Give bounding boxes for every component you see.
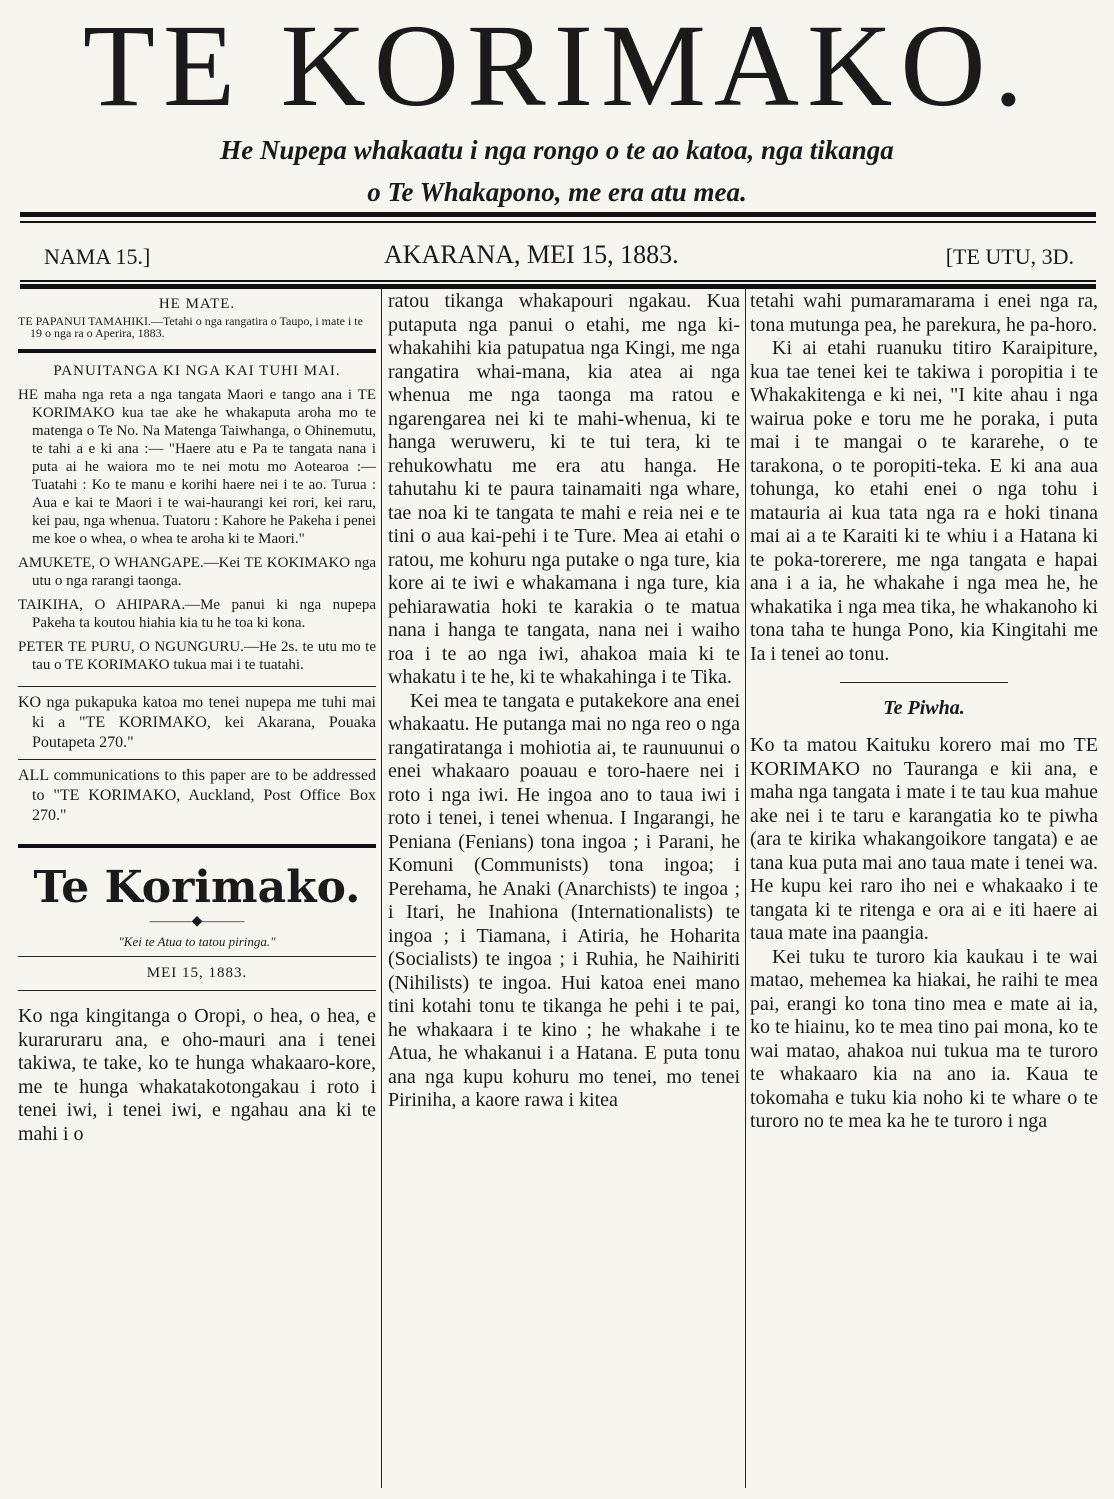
notice-item: AMUKETE, O WHANGAPE.—Kei TE KOKIMAKO nga utu o nga rarangi taonga. xyxy=(18,555,376,589)
newspaper-title: TE KORIMAKO. xyxy=(82,0,1032,131)
masthead xyxy=(0,0,1114,210)
place-date: AKARANA, MEI 15, 1883. xyxy=(384,240,679,269)
dateline-rule-thin xyxy=(20,280,1096,282)
dateline xyxy=(44,240,1074,274)
notice-heading: PANUITANGA KI NGA KAI TUHI MAI. xyxy=(53,363,341,379)
notice-item: PETER TE PURU, O NGUNGURU.—He 2s. te utu mo te tau o TE KORIMAKO tukua mai i te tuatahi. xyxy=(18,639,376,673)
article-paragraph: Ki ai etahi ruanuku titiro Karaipiture, kua tae tenei kei te takiwa i poropitia i te Whakakitenga e ki nei, "I kite ahau i nga wairua poke e toru me he poraka, i puta mai i te mangai o te kararehe, o te tarakona, o te poropiti-teka. E ki ana aua tohunga, ko etahi enei o nga tohu i matauria ai kua tata nga ra e hoki tinana mai ai a te Karaiti ki te whiu i a Hatana ki te poka-torerere, me nga tangata e hapai ana i a ia, he whakahe i nga mea he, he whakatika i nga mea tika, he whakanoho ki tona taha te hunga Pono, kia Kingitahi me Ia i tenei ao tonu. xyxy=(750,337,1098,665)
notice-item: HE maha nga reta a nga tangata Maori e tango ana i TE KORIMAKO kua tae ake he whakaputa aroha mo te matenga o Te No. Na Matenga Taiwhanga, o Ohinemutu, te tahi a e ki ana :— "Haere atu e Pa te tangata nana i puta ai he waiora mo te nei motu mo Aotearoa :—Tuatahi : Ko te manu e korihi haere nei i te ao. Turua : Aua e kai te Maori i te wai-haurangi kei rori, kei raru, kei pau, nga whenua. Tuatoru : Kahore he Pakeha i penei me koe o whea, o whea te aroha ki te Maori." xyxy=(18,387,376,547)
article-paragraph: Kei tuku te turoro kia kaukau i te wai matao, mehemea ka hiakai, he raihi te mea pai, erangi ko tona tino mea e mate ai ia, ko te hiainu, ko te mea tino pai mona, ko te wai matao, ahakoa nui tukua ma te turoro te whakaaro kia na ano ia. Kaua te tokomaha e tuku kia noho ki te whare o te turoro no te mea ka he te turoro i nga xyxy=(750,945,1098,1132)
column-1 xyxy=(18,290,376,1490)
article-paragraph: tetahi wahi pumaramarama i enei nga ra, tona mutunga pea, he parekura, he pa-horo. xyxy=(750,290,1098,336)
column-divider-1 xyxy=(381,288,382,1488)
article-paragraph: Kei mea te tangata e putakekore ana enei whakaatu. He putanga mai no nga reo o nga rangatiratanga i mohiotia ai, te raunuunui o enei whakaaro poauau e toro-haere nei i roto i nga iwi. He ingoa ano to taua iwi i roto i tenei, i tenei whenua. I Ingarangi, he Peniana (Fenians) tona ingoa ; i Parani, he Komuni (Communists) tona ingoa; i Perehama, he Anaki (Anarchists) te ingoa ; i Itari, he Inahiona (Internationalists) te ingoa ; i Tiamana, i Atiria, he Hoharita (Socialists) te ingoa ; i Ruhia, he Naihiriti (Nihilists) te ingoa. Hui katoa enei mano tini kotahi tonu te tikanga he pehi i te pai, he whakaara i te kino ; he whakahe i te Atua, he whakanui i a Hatana. E puta tonu ana nga kupu kohuru mo tenei, mo tenei Piriniha, a kaore rawa i kitea xyxy=(388,689,740,1111)
notice-item: TAIKIHA, O AHIPARA.—Me panui ki nga nupepa Pakeha ta koutou hiahia kia tu he toa ki kona. xyxy=(18,597,376,631)
ornament: ———◆——— xyxy=(149,914,245,929)
editorial-text: Ko nga kingitanga o Oropi, o hea, o hea, e kuraruraru ana, e oho-mauri ana i tenei takiwa, te take, ko te hunga whakaaro-kore, me te hunga whakatakotongakau i roto i tenei iwi, i tenei iwi, e ngahau ana ki te mahi i o xyxy=(18,1005,376,1145)
death-notice: TE PAPANUI TAMAHIKI.—Tetahi o nga rangatira o Taupo, i mate i te 19 o nga ra o Aperira, 1883. xyxy=(18,314,363,340)
column-3 xyxy=(750,290,1098,1490)
section-title: Te Piwha. xyxy=(883,697,965,719)
address-english: ALL communications to this paper are to be addressed to "TE KORIMAKO, Auckland, Post Office Box 270." xyxy=(18,767,376,824)
rule xyxy=(18,759,376,760)
issue-number: NAMA 15.] xyxy=(44,244,151,269)
death-heading: HE MATE. xyxy=(158,296,236,312)
article-paragraph: Ko ta matou Kaituku korero mai mo TE KORIMAKO no Tauranga e kii ana, e maha nga tangata i mate i te tau kua mahue ake nei i te taru e karangatia ko te piwha (ara te kirika whakangoikore tangata) e ae tana kua puta mai ano taua mate i tenei wa. He kupu kei raro iho nei e whakaako i te tangata ki te ritenga e ora ai e iti haere ai taua mate ina paangia. xyxy=(750,734,1098,944)
rule xyxy=(18,349,376,353)
rule xyxy=(18,686,376,687)
rule xyxy=(18,990,376,991)
dateline-rule-thick xyxy=(20,284,1096,289)
address-maori: KO nga pukapuka katoa mo tenei nupepa me tuhi mai ki a "TE KORIMAKO, kei Akarana, Pouaka Poutapeta 270." xyxy=(18,694,376,751)
rule xyxy=(840,682,1008,683)
rule xyxy=(18,956,376,957)
masthead-rule-top-thin xyxy=(20,221,1096,223)
column-divider-2 xyxy=(745,288,746,1488)
subtitle-line-2: o Te Whakapono, me era atu mea. xyxy=(367,177,747,207)
subtitle-line-1: He Nupepa whakaatu i nga rongo o te ao katoa, nga tikanga xyxy=(220,135,894,165)
editorial-date: MEI 15, 1883. xyxy=(146,965,248,981)
rule xyxy=(18,844,376,848)
motto: "Kei te Atua to tatou piringa." xyxy=(118,934,276,949)
masthead-rule-top xyxy=(20,212,1096,217)
article-paragraph: ratou tikanga whakapouri ngakau. Kua putaputa nga panui o etahi, me nga ki-whakahihi kia patupatua nga Kingi, me nga rangatira whai-mana, kia atea ai nga whenua me nga taonga ma ratou e ngarengarea nei ki te mahi-whenua, ki te hanga weruweru, ki te tui tera, ki te rehukowhatu me era atu hanga. He tahutahu ki te paura tainamaiti nga whare, tae noa ki te tangata te mahi e reia nei e te tini o aua kai-pehi i te Ture. Mea ai etahi o ratou, me kohuru nga putake o nga ture, kia kore ai te iwi e whakamana i nga ture, kia pehiarawatia hoki te karakia o te matua nana i hanga te tangata, nana nei i waiho roa i te ao nga iwi, ahakoa maia ki te whakatu i te he, ki te whakahinga i te Tika. xyxy=(388,290,740,688)
price: [TE UTU, 3D. xyxy=(945,244,1074,269)
column-2 xyxy=(388,290,740,1490)
paper-name: Te Korimako. xyxy=(33,862,361,913)
